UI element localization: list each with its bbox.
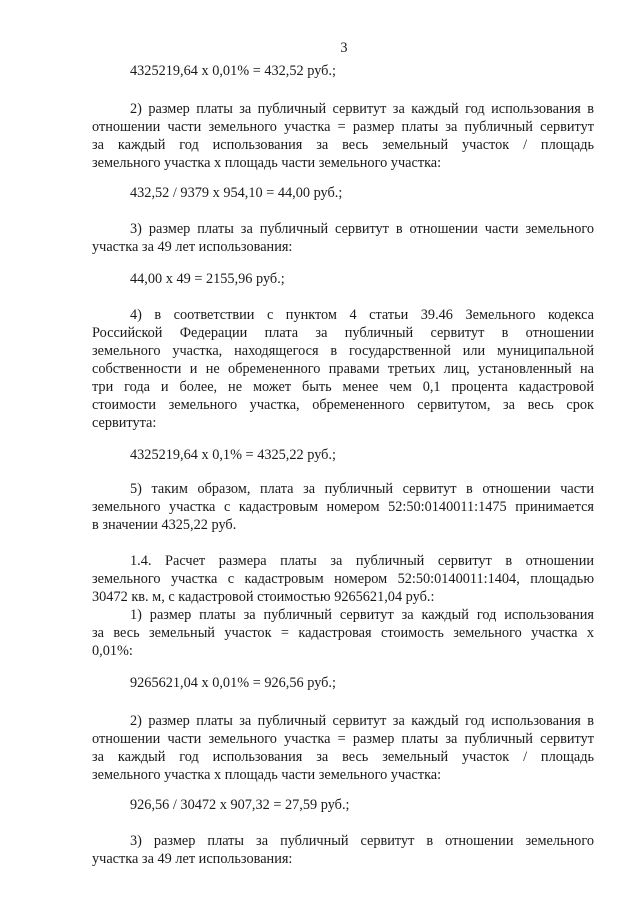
paragraph-line: 2) размер платы за публичный сервитут за каждый год использования в — [130, 101, 594, 117]
paragraph-line: за каждый год использования за весь земельный участок / площадь — [92, 749, 594, 765]
formula-line: 44,00 x 49 = 2155,96 руб.; — [130, 271, 285, 287]
paragraph-line: отношении части земельного участка = размер платы за публичный сервитут — [92, 119, 594, 135]
paragraph-line: в значении 4325,22 руб. — [92, 517, 237, 533]
paragraph-line: три года и более, не может быть менее чем 0,1 процента кадастровой — [92, 379, 594, 395]
paragraph-line: земельного участка с кадастровым номером 52:50:0140011:1404, площадью — [92, 571, 594, 587]
paragraph-line: земельного участка x площадь части земельного участка: — [92, 155, 442, 171]
paragraph-line: собственности и не обремененного правами третьих лиц, установленный на — [92, 361, 594, 377]
paragraph-line: земельного участка с кадастровым номером 52:50:0140011:1475 принимается — [92, 499, 594, 515]
paragraph-line: 1) размер платы за публичный сервитут за каждый год использования — [130, 607, 594, 623]
paragraph-line: участка за 49 лет использования: — [92, 239, 293, 255]
paragraph-line: земельного участка, находящегося в государственной или муниципальной — [92, 343, 594, 359]
paragraph-line: сервитута: — [92, 415, 157, 431]
page-number: 3 — [340, 40, 348, 56]
paragraph-line: земельного участка x площадь части земельного участка: — [92, 767, 442, 783]
paragraph-line: за каждый год использования за весь земельный участок / площадь — [92, 137, 594, 153]
paragraph-line: 5) таким образом, плата за публичный сервитут в отношении части — [130, 481, 594, 497]
paragraph-line: участка за 49 лет использования: — [92, 851, 293, 867]
paragraph-line: 2) размер платы за публичный сервитут за каждый год использования в — [130, 713, 594, 729]
paragraph-line: 0,01%: — [92, 643, 133, 659]
paragraph-line: отношении части земельного участка = размер платы за публичный сервитут — [92, 731, 594, 747]
formula-line: 926,56 / 30472 x 907,32 = 27,59 руб.; — [130, 797, 350, 813]
formula-line: 4325219,64 x 0,1% = 4325,22 руб.; — [130, 447, 336, 463]
formula-line: 9265621,04 x 0,01% = 926,56 руб.; — [130, 675, 336, 691]
paragraph-line: Российской Федерации плата за публичный сервитут в отношении — [92, 325, 594, 341]
paragraph-line: 3) размер платы за публичный сервитут в отношении земельного — [130, 833, 594, 849]
formula-line: 432,52 / 9379 x 954,10 = 44,00 руб.; — [130, 185, 343, 201]
formula-line: 4325219,64 x 0,01% = 432,52 руб.; — [130, 63, 336, 79]
paragraph-line: за весь земельный участок = кадастровая стоимость земельного участка x — [92, 625, 594, 641]
section-heading-line: 1.4. Расчет размера платы за публичный сервитут в отношении — [130, 553, 594, 569]
paragraph-line: 4) в соответствии с пунктом 4 статьи 39.46 Земельного кодекса — [130, 307, 594, 323]
paragraph-line: стоимости земельного участка, обремененного сервитутом, за весь срок — [92, 397, 594, 413]
paragraph-line: 30472 кв. м, с кадастровой стоимостью 9265621,04 руб.: — [92, 589, 435, 605]
paragraph-line: 3) размер платы за публичный сервитут в отношении части земельного — [130, 221, 594, 237]
